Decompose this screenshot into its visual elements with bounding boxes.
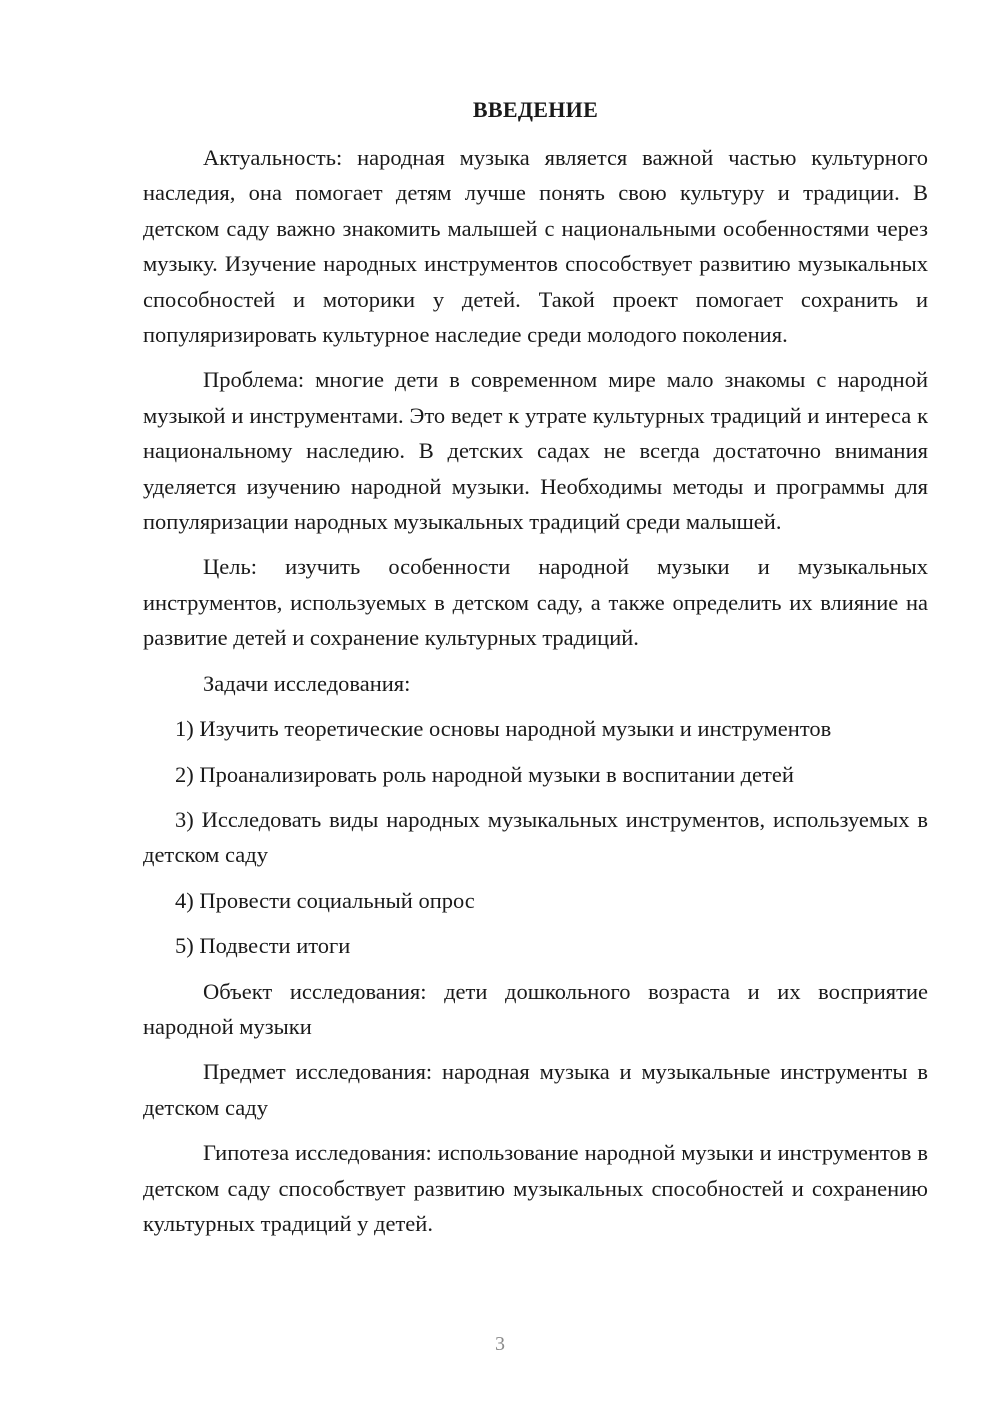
list-item: 1) Изучить теоретические основы народной музыки и инструментов [175,716,832,742]
paragraph-goal: Цель: изучить особенности народной музыки и музыкальных инструментов, используемых в детском саду, а также определить их влияние на развитие детей и сохранение культурных традиций. [143,554,928,651]
tasks-heading: Задачи исследования: [203,670,411,696]
paragraph-hypothesis: Гипотеза исследования: использование народной музыки и инструментов в детском саду способствует развитию музыкальных способностей и сохранению культурных традиций у детей. [143,1140,928,1236]
list-item: 4) Провести социальный опрос [175,887,475,913]
paragraph-subject: Предмет исследования: народная музыка и музыкальные инструменты в детском саду [143,1059,928,1120]
page-title: ВВЕДЕНИЕ [472,97,599,122]
page-number: 3 [495,1333,505,1355]
tasks-list [143,711,928,963]
document-page [143,92,928,1251]
paragraph-object: Объект исследования: дети дошкольного возраста и их восприятие народной музыки [143,978,928,1039]
paragraph-problem: Проблема: многие дети в современном мире мало знакомы с народной музыкой и инструментами. Это ведет к утрате культурных традиций и интереса к национальному наследию. В детских садах не всегда достаточно внимания уделяется изучению народной музыки. Необходимы методы и программы для популяризации народных музыкальных традиций среди малышей. [143,367,928,535]
list-item: 3) Исследовать виды народных музыкальных инструментов, используемых в детском саду [143,806,928,868]
list-item: 2) Проанализировать роль народной музыки в воспитании детей [175,761,794,787]
list-item: 5) Подвести итоги [175,933,351,959]
paragraph-relevance: Актуальность: народная музыка является важной частью культурного наследия, она помогает детям лучше понять свою культуру и традиции. В детском саду важно знакомить малышей с национальными особенностями через музыку. Изучение народных инструментов способствует развитию музыкальных способностей и моторики у детей. Такой проект помогает сохранить и популяризировать культурное наследие среди молодого поколения. [143,145,928,348]
